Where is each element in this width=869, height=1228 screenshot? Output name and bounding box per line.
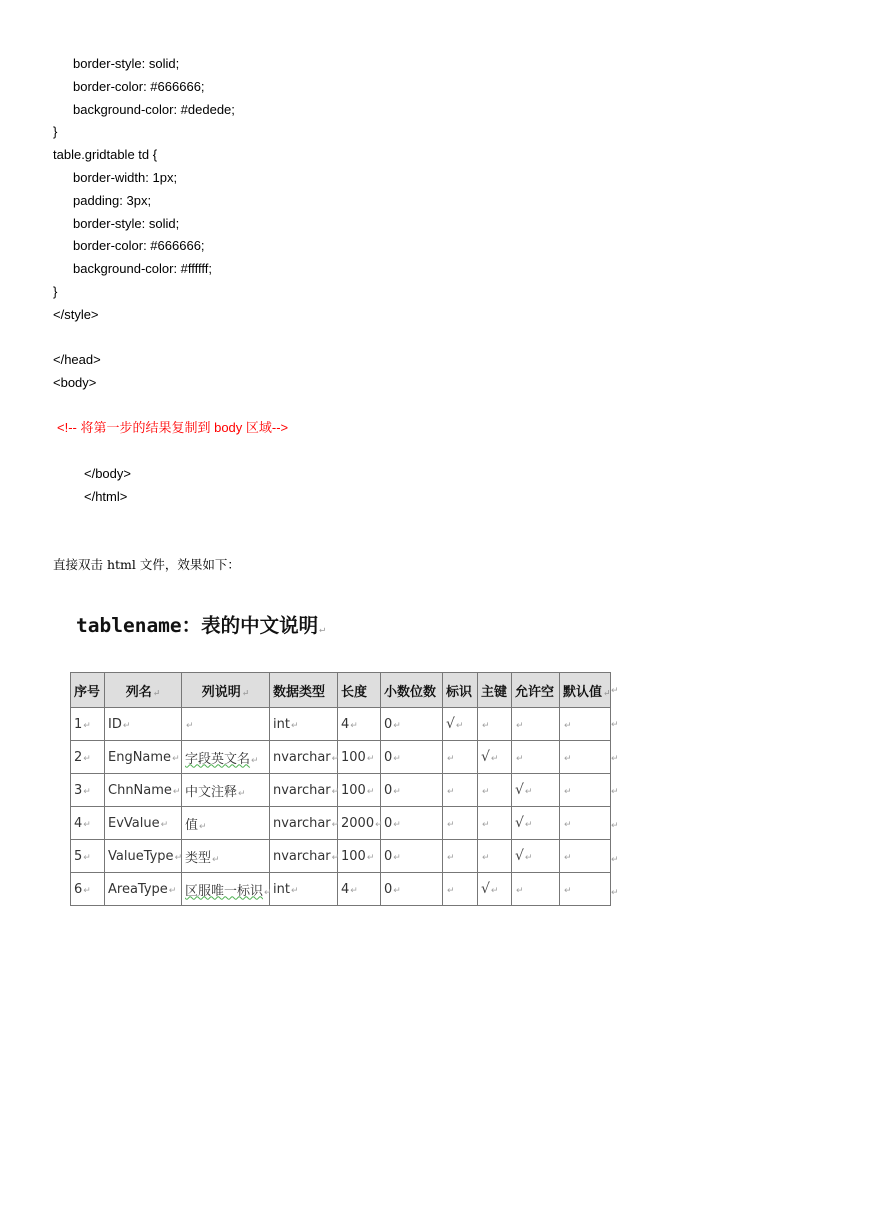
table-cell bbox=[338, 774, 381, 807]
return-mark-icon: ↵ bbox=[524, 853, 533, 863]
table-cell bbox=[512, 774, 560, 807]
column-header-label: 标识 bbox=[446, 684, 473, 700]
table-row bbox=[71, 741, 611, 774]
return-mark-icon: ↵ bbox=[482, 720, 490, 731]
cell-value: 1 bbox=[74, 716, 83, 732]
return-mark-icon: ↵ bbox=[564, 852, 572, 863]
table-cell bbox=[182, 774, 270, 807]
code-line: </head> bbox=[53, 352, 101, 367]
table-row bbox=[71, 873, 611, 906]
return-mark-icon: ↵ bbox=[152, 688, 161, 699]
table-cell bbox=[443, 840, 478, 873]
cell-value: 4 bbox=[74, 815, 83, 831]
code-line: table.gridtable td { bbox=[53, 147, 158, 162]
column-header bbox=[560, 673, 611, 708]
return-mark-icon: ↵ bbox=[611, 820, 619, 830]
caption-text: 直接双击 html 文件，效果如下： bbox=[53, 557, 240, 572]
table-cell bbox=[338, 708, 381, 741]
table-cell bbox=[560, 873, 611, 906]
return-mark-icon: ↵ bbox=[524, 820, 533, 830]
cell-value: 值 bbox=[185, 817, 199, 833]
table-cell bbox=[381, 807, 443, 840]
return-mark-icon: ↵ bbox=[251, 755, 259, 766]
code-line: </html> bbox=[84, 489, 128, 504]
column-header bbox=[182, 673, 270, 708]
table-cell bbox=[270, 774, 338, 807]
return-mark-icon: ↵ bbox=[393, 819, 401, 830]
column-header-label: 小数位数 bbox=[384, 684, 437, 700]
code-line: } bbox=[53, 124, 58, 139]
column-header bbox=[381, 673, 443, 708]
cell-value: AreaType bbox=[108, 881, 168, 897]
column-header bbox=[512, 673, 560, 708]
return-mark-icon: ↵ bbox=[564, 753, 572, 764]
table-cell bbox=[443, 807, 478, 840]
table-cell bbox=[182, 840, 270, 873]
code-line: border-width: 1px; bbox=[73, 170, 178, 185]
table-cell bbox=[512, 873, 560, 906]
header-row bbox=[71, 673, 611, 708]
cell-value: 0 bbox=[384, 782, 393, 798]
code-line: border-color: #666666; bbox=[73, 238, 205, 253]
return-mark-icon: ↵ bbox=[83, 720, 91, 731]
return-mark-icon: ↵ bbox=[490, 754, 499, 764]
return-mark-icon: ↵ bbox=[447, 753, 455, 764]
column-header-label: 主键 bbox=[481, 684, 508, 700]
return-mark-icon: ↵ bbox=[290, 720, 299, 731]
table-cell bbox=[338, 840, 381, 873]
return-mark-icon: ↵ bbox=[393, 852, 401, 863]
return-mark-icon: ↵ bbox=[524, 787, 533, 797]
cell-value: nvarchar bbox=[273, 815, 331, 831]
table-cell bbox=[105, 708, 182, 741]
cell-value: EvValue bbox=[108, 815, 160, 831]
return-mark-icon: ↵ bbox=[83, 819, 91, 830]
return-mark-icon: ↵ bbox=[603, 688, 611, 699]
return-mark-icon: ↵ bbox=[611, 753, 619, 763]
cell-value: ID bbox=[108, 716, 122, 732]
code-line: border-style: solid; bbox=[73, 56, 180, 71]
return-mark-icon: ↵ bbox=[490, 886, 499, 896]
table-cell bbox=[182, 807, 270, 840]
return-mark-icon: ↵ bbox=[447, 885, 455, 896]
cell-value: 2 bbox=[74, 749, 83, 765]
return-mark-icon: ↵ bbox=[172, 786, 181, 797]
cell-value: ValueType bbox=[108, 848, 174, 864]
return-mark-icon: ↵ bbox=[331, 852, 340, 863]
table-cell bbox=[105, 840, 182, 873]
return-mark-icon: ↵ bbox=[83, 852, 91, 863]
table-cell bbox=[478, 840, 512, 873]
column-header-label: 长度 bbox=[341, 684, 368, 700]
return-mark-icon: ↵ bbox=[331, 786, 340, 797]
table-cell bbox=[381, 840, 443, 873]
code-line: </style> bbox=[53, 307, 99, 322]
return-mark-icon: ↵ bbox=[564, 819, 572, 830]
return-mark-icon: ↵ bbox=[393, 786, 401, 797]
return-mark-icon: ↵ bbox=[393, 753, 401, 764]
return-mark-icon: ↵ bbox=[611, 786, 619, 796]
column-header-label: 允许空 bbox=[515, 684, 555, 700]
cell-value: 中文注释 bbox=[185, 784, 238, 800]
cell-value: 0 bbox=[384, 815, 393, 831]
table-cell bbox=[381, 708, 443, 741]
table-cell bbox=[512, 741, 560, 774]
cell-value: 100 bbox=[341, 848, 366, 864]
return-mark-icon: ↵ bbox=[212, 854, 220, 865]
cell-value: 6 bbox=[74, 881, 83, 897]
return-mark-icon: ↵ bbox=[174, 852, 183, 863]
return-mark-icon: ↵ bbox=[350, 720, 358, 731]
table-cell bbox=[338, 741, 381, 774]
return-mark-icon: ↵ bbox=[290, 885, 299, 896]
return-mark-icon: ↵ bbox=[447, 819, 455, 830]
cell-value: nvarchar bbox=[273, 749, 331, 765]
return-mark-icon: ↵ bbox=[331, 819, 340, 830]
return-mark-icon: ↵ bbox=[564, 885, 572, 896]
return-mark-icon: ↵ bbox=[160, 819, 169, 830]
return-mark-icon: ↵ bbox=[564, 786, 572, 797]
grid-table bbox=[70, 672, 611, 906]
table-cell bbox=[478, 807, 512, 840]
cell-value: 0 bbox=[384, 848, 393, 864]
cell-value: 类型 bbox=[185, 850, 212, 866]
table-cell bbox=[182, 708, 270, 741]
return-mark-icon: ↵ bbox=[83, 885, 91, 896]
code-line: <body> bbox=[53, 375, 97, 390]
return-mark-icon: ↵ bbox=[186, 720, 194, 731]
check-mark-icon: √ bbox=[481, 749, 490, 765]
table-cell bbox=[443, 873, 478, 906]
return-mark-icon: ↵ bbox=[393, 885, 401, 896]
code-line: background-color: #dedede; bbox=[73, 102, 235, 117]
table-cell bbox=[560, 741, 611, 774]
return-mark-icon: ↵ bbox=[516, 885, 524, 896]
return-mark-icon: ↵ bbox=[482, 786, 490, 797]
return-mark-icon: ↵ bbox=[393, 720, 401, 731]
cell-value: 100 bbox=[341, 782, 366, 798]
check-mark-icon: √ bbox=[515, 848, 524, 864]
code-line: border-color: #666666; bbox=[73, 79, 205, 94]
return-mark-icon: ↵ bbox=[199, 821, 207, 832]
table-cell bbox=[71, 840, 105, 873]
table-cell bbox=[381, 873, 443, 906]
table-row bbox=[71, 708, 611, 741]
column-header-label: 序号 bbox=[74, 684, 101, 700]
return-mark-icon: ↵ bbox=[516, 753, 524, 764]
table-cell bbox=[512, 708, 560, 741]
table-cell bbox=[478, 774, 512, 807]
code-comment: <!-- 将第一步的结果复制到 body 区域--> bbox=[57, 420, 289, 435]
return-mark-icon: ↵ bbox=[611, 887, 619, 897]
column-header bbox=[443, 673, 478, 708]
cell-value: 区服唯一标识 bbox=[185, 883, 264, 899]
figure-title bbox=[76, 610, 325, 638]
table-cell bbox=[560, 774, 611, 807]
return-mark-icon: ↵ bbox=[366, 786, 375, 797]
check-mark-icon: √ bbox=[446, 716, 455, 732]
return-mark-icon: ↵ bbox=[331, 753, 340, 764]
code-line: background-color: #ffffff; bbox=[73, 261, 213, 276]
column-header-label: 列名 bbox=[125, 684, 152, 700]
return-mark-icon: ↵ bbox=[350, 885, 358, 896]
table-cell bbox=[512, 840, 560, 873]
table-cell bbox=[381, 774, 443, 807]
table-cell bbox=[71, 708, 105, 741]
check-mark-icon: √ bbox=[515, 782, 524, 798]
return-mark-icon: ↵ bbox=[241, 688, 250, 699]
return-mark-icon: ↵ bbox=[564, 720, 572, 731]
table-cell bbox=[105, 873, 182, 906]
table-cell bbox=[182, 741, 270, 774]
table-cell bbox=[105, 741, 182, 774]
table-cell bbox=[71, 807, 105, 840]
table-cell bbox=[560, 840, 611, 873]
column-header bbox=[270, 673, 338, 708]
table-cell bbox=[478, 708, 512, 741]
cell-value: 0 bbox=[384, 881, 393, 897]
table-cell bbox=[270, 873, 338, 906]
column-header bbox=[71, 673, 105, 708]
return-mark-icon: ↵ bbox=[447, 786, 455, 797]
table-cell bbox=[338, 807, 381, 840]
column-header-label: 列说明 bbox=[201, 684, 241, 700]
return-mark-icon: ↵ bbox=[122, 720, 131, 731]
return-mark-icon: ↵ bbox=[168, 885, 177, 896]
cell-value: ChnName bbox=[108, 782, 172, 798]
return-mark-icon: ↵ bbox=[447, 852, 455, 863]
return-mark-icon: ↵ bbox=[482, 819, 490, 830]
return-mark-icon: ↵ bbox=[611, 719, 619, 729]
return-mark-icon: ↵ bbox=[455, 721, 464, 731]
cell-value: 字段英文名 bbox=[185, 751, 251, 767]
table-cell bbox=[443, 741, 478, 774]
table-cell bbox=[71, 774, 105, 807]
code-line: padding: 3px; bbox=[73, 193, 152, 208]
cell-value: 0 bbox=[384, 749, 393, 765]
cell-value: nvarchar bbox=[273, 782, 331, 798]
table-cell bbox=[381, 741, 443, 774]
return-mark-icon: ↵ bbox=[611, 685, 619, 695]
table-cell bbox=[478, 873, 512, 906]
return-mark-icon: ↵ bbox=[611, 854, 619, 864]
cell-value: 5 bbox=[74, 848, 83, 864]
code-line: } bbox=[53, 284, 58, 299]
check-mark-icon: √ bbox=[515, 815, 524, 831]
cell-value: 4 bbox=[341, 716, 350, 732]
table-cell bbox=[512, 807, 560, 840]
table-cell bbox=[443, 774, 478, 807]
return-mark-icon: ↵ bbox=[366, 852, 375, 863]
table-cell bbox=[560, 708, 611, 741]
table-cell bbox=[478, 741, 512, 774]
return-mark-icon: ↵ bbox=[83, 753, 91, 764]
return-mark-icon: ↵ bbox=[366, 753, 375, 764]
code-line: </body> bbox=[84, 466, 131, 481]
table-row bbox=[71, 840, 611, 873]
table-cell bbox=[105, 807, 182, 840]
cell-value: EngName bbox=[108, 749, 172, 765]
check-mark-icon: √ bbox=[481, 881, 490, 897]
cell-value: 100 bbox=[341, 749, 366, 765]
column-header-label: 数据类型 bbox=[273, 684, 326, 700]
return-mark-icon: ↵ bbox=[516, 720, 524, 731]
cell-value: int bbox=[273, 716, 290, 732]
return-mark-icon: ↵ bbox=[172, 753, 180, 764]
table-cell bbox=[71, 741, 105, 774]
code-line: border-style: solid; bbox=[73, 216, 180, 231]
table-cell bbox=[71, 873, 105, 906]
figure-title-text: tablename：表的中文说明 bbox=[76, 614, 319, 637]
cell-value: nvarchar bbox=[273, 848, 331, 864]
column-header-label: 默认值 bbox=[563, 684, 603, 700]
table-cell bbox=[443, 708, 478, 741]
table-cell bbox=[182, 873, 270, 906]
cell-value: 2000 bbox=[341, 815, 375, 831]
table-cell bbox=[270, 807, 338, 840]
cell-value: 4 bbox=[341, 881, 350, 897]
table-cell bbox=[270, 741, 338, 774]
table-body bbox=[71, 708, 611, 906]
cell-value: int bbox=[273, 881, 290, 897]
return-mark-icon: ↵ bbox=[375, 819, 383, 830]
cell-value: 0 bbox=[384, 716, 393, 732]
table-cell bbox=[270, 840, 338, 873]
return-mark-icon: ↵ bbox=[319, 624, 326, 635]
table-cell bbox=[338, 873, 381, 906]
table-cell bbox=[560, 807, 611, 840]
return-mark-icon: ↵ bbox=[238, 788, 246, 799]
column-header bbox=[338, 673, 381, 708]
table-row bbox=[71, 774, 611, 807]
cell-value: 3 bbox=[74, 782, 83, 798]
table-cell bbox=[270, 708, 338, 741]
table-cell bbox=[105, 774, 182, 807]
rendered-table-figure bbox=[70, 600, 630, 912]
return-mark-icon: ↵ bbox=[264, 887, 272, 898]
return-mark-icon: ↵ bbox=[482, 852, 490, 863]
column-header bbox=[105, 673, 182, 708]
return-mark-icon: ↵ bbox=[83, 786, 91, 797]
table-row bbox=[71, 807, 611, 840]
column-header bbox=[478, 673, 512, 708]
